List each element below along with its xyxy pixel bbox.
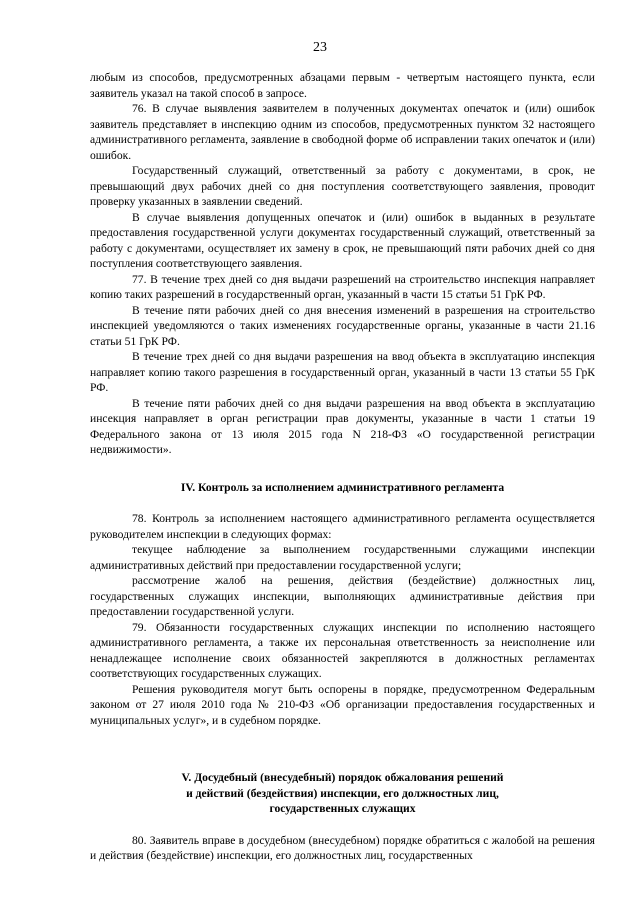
paragraph: 80. Заявитель вправе в досудебном (внесудебном) порядке обратиться с жалобой на решения и действия (бездействие) инспекции, его должностных лиц, государственных (90, 833, 595, 862)
paragraph: рассмотрение жалоб на решения, действия (бездействие) должностных лиц, государственных служащих инспекции, выполняющих административные действия при предоставлении государственной услуги. (90, 574, 595, 618)
paragraph: 79. Обязанности государственных служащих инспекции по исполнению настоящего административного регламента, а также их персональная ответственность за неисполнение или ненадлежащее исполнение своих обязанностей закрепляются в должностных регламентах соответствующих государственных служащих. (90, 620, 595, 680)
section-5-paragraphs (90, 833, 595, 864)
paragraph: Государственный служащий, ответственный за работу с документами, в срок, не превышающий двух рабочих дней со дня поступления соответствующего заявления, проводит проверку указанных в заявлении сведений. (90, 164, 595, 208)
paragraph: 76. В случае выявления заявителем в полученных документах опечаток и (или) ошибок заявитель представляет в инспекцию одним из способов, предусмотренных пунктом 32 настоящего административного регламента, заявление в свободной форме об исправлении таких опечаток и (или) ошибок. (90, 102, 595, 162)
paragraph: В течение трех дней со дня выдачи разрешения на ввод объекта в эксплуатацию инспекция направляет копию такого разрешения в государственный орган, указанный в части 13 статьи 55 ГрК РФ. (90, 350, 595, 394)
paragraph: любым из способов, предусмотренных абзацами первым - четвертым настоящего пункта, если заявитель указал на такой способ в запросе. (90, 71, 595, 100)
paragraph: текущее наблюдение за выполнением государственными служащими инспекции административных действий при предоставлении государственной услуги; (90, 543, 595, 572)
section-4-heading (90, 480, 595, 496)
heading-line: и действий (бездействия) инспекции, его должностных лиц, (186, 786, 499, 800)
paragraph: 77. В течение трех дней со дня выдачи разрешений на строительство инспекция направляет копию таких разрешений в государственный орган, указанный в части 15 статьи 51 ГрК РФ. (90, 272, 595, 301)
section-5-heading (90, 770, 595, 817)
paragraph: В течение пяти рабочих дней со дня выдачи разрешения на ввод объекта в эксплуатацию инсекция направляет в орган регистрации прав документы, указанные в части 1 статьи 19 Федерального закона от 13 июля 2015 года N 218-ФЗ «О государственной регистрации недвижимости». (90, 396, 595, 456)
top-paragraphs (90, 70, 595, 458)
page-number: 23 (313, 40, 327, 55)
paragraph: В течение пяти рабочих дней со дня внесения изменений в разрешения на строительство инспекцией уведомляются о таких изменениях государственные органы, указанные в части 21.16 статьи 51 ГрК РФ. (90, 303, 595, 348)
paragraph: В случае выявления допущенных опечаток и (или) ошибок в выданных в результате предоставления государственной услуги документах государственный служащий, ответственный за работу с документами, осуществляет их замену в срок, не превышающий пяти рабочих дней со дня поступления соответствующего заявления. (90, 210, 595, 270)
heading-line: V. Досудебный (внесудебный) порядок обжалования решений (181, 771, 504, 784)
heading-line: IV. Контроль за исполнением административного регламента (180, 480, 505, 494)
section-4-paragraphs (90, 511, 595, 728)
paragraph: Решения руководителя могут быть оспорены в порядке, предусмотренном Федеральным законом от 27 июля 2010 года № 210-ФЗ «Об организации предоставления государственных и муниципальных услуг», и в судебном порядке. (90, 682, 595, 727)
paragraph: 78. Контроль за исполнением настоящего административного регламента осуществляется руководителем инспекции в следующих формах: (90, 512, 595, 541)
document-body (90, 70, 595, 864)
heading-line: государственных служащих (269, 802, 416, 815)
